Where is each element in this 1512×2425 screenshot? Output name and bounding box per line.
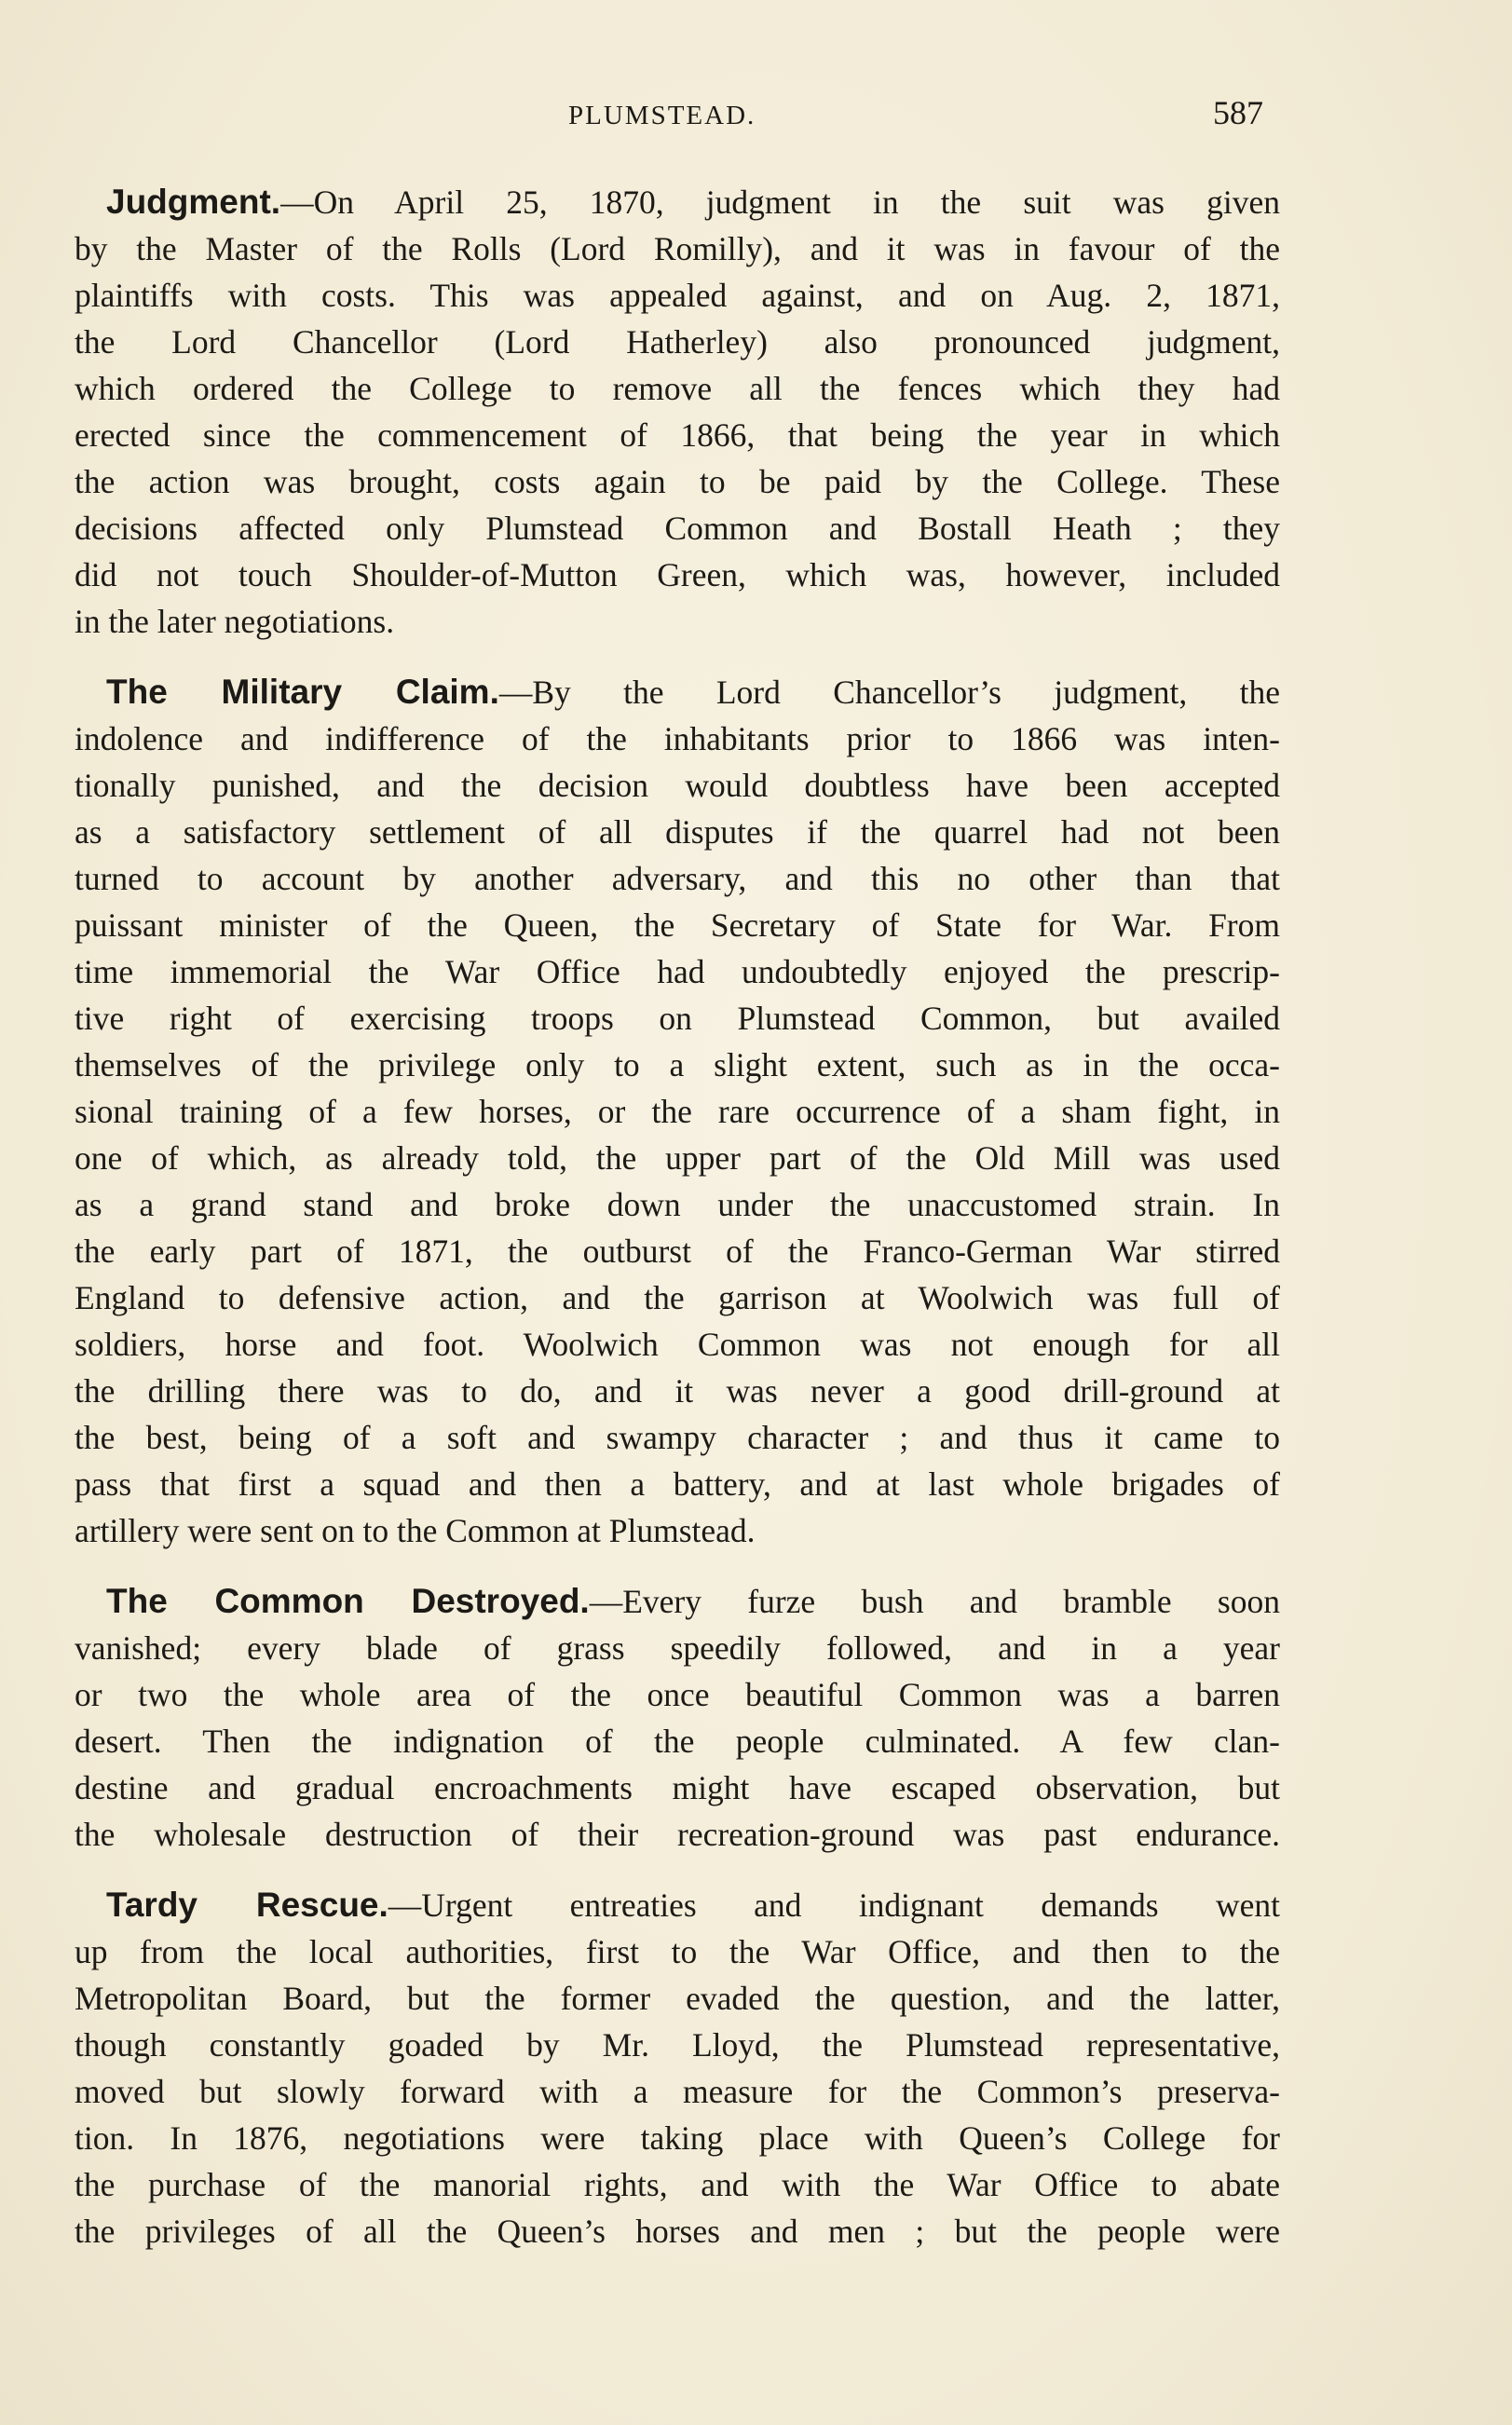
text-line: puissant minister of the Queen, the Secretary of State for War. From <box>75 906 1280 944</box>
running-title: PLUMSTEAD. <box>568 101 756 130</box>
text-line: the action was brought, costs again to be paid by the College. These <box>75 463 1280 500</box>
text-line: time immemorial the War Office had undoubtedly enjoyed the prescrip- <box>75 953 1280 990</box>
text-line: vanished; every blade of grass speedily followed, and in a year <box>75 1629 1280 1667</box>
text-line: The Common Destroyed.—Every furze bush and bramble soon <box>75 1578 1280 1625</box>
text-line: soldiers, horse and foot. Woolwich Common was not enough for all <box>75 1326 1280 1363</box>
text-line: themselves of the privilege only to a slight extent, such as in the occa- <box>75 1046 1280 1083</box>
paragraph-judgment <box>75 179 1280 645</box>
text-line: the best, being of a soft and swampy character ; and thus it came to <box>75 1419 1280 1456</box>
text-line: plaintiffs with costs. This was appealed against, and on Aug. 2, 1871, <box>75 277 1280 314</box>
paragraph-common-destroyed <box>75 1578 1280 1858</box>
body-text <box>75 179 1280 2279</box>
text-line: sional training of a few horses, or the rare occurrence of a sham fight, in <box>75 1093 1280 1130</box>
text-line: which ordered the College to remove all the fences which they had <box>75 370 1280 407</box>
text-line: tive right of exercising troops on Plumstead Common, but availed <box>75 1000 1280 1037</box>
text-line: the early part of 1871, the outburst of the Franco-German War stirred <box>75 1233 1280 1270</box>
running-head <box>0 93 1512 140</box>
paragraph-tardy-rescue <box>75 1882 1280 2255</box>
text-line: artillery were sent on to the Common at Plumstead. <box>75 1512 756 1549</box>
text-line: decisions affected only Plumstead Common and Bostall Heath ; they <box>75 510 1280 547</box>
text-line: one of which, as already told, the upper part of the Old Mill was used <box>75 1139 1280 1177</box>
text-line: Judgment.—On April 25, 1870, judgment in the suit was given <box>75 179 1280 225</box>
text-line: the wholesale destruction of their recreation-ground was past endurance. <box>75 1816 1280 1853</box>
text-line: turned to account by another adversary, and this no other than that <box>75 860 1280 897</box>
text-line: erected since the commencement of 1866, that being the year in which <box>75 416 1280 454</box>
text-line: the privileges of all the Queen’s horses and men ; but the people were <box>75 2213 1280 2250</box>
section-heading: Judgment. <box>106 183 281 221</box>
page-number: 587 <box>1213 94 1263 131</box>
text-line: tionally punished, and the decision would doubtless have been accepted <box>75 767 1280 804</box>
text-line: the purchase of the manorial rights, and with the War Office to abate <box>75 2166 1280 2203</box>
text-line: the Lord Chancellor (Lord Hatherley) also pronounced judgment, <box>75 323 1280 361</box>
text-line: indolence and indifference of the inhabitants prior to 1866 was inten- <box>75 720 1280 757</box>
text-line: did not touch Shoulder-of-Mutton Green, which was, however, included <box>75 556 1280 593</box>
text-line: moved but slowly forward with a measure for the Common’s preserva- <box>75 2073 1280 2110</box>
section-heading: Tardy Rescue. <box>106 1886 388 1924</box>
text-line: destine and gradual encroachments might have escaped observation, but <box>75 1769 1280 1806</box>
text-line: or two the whole area of the once beautiful Common was a barren <box>75 1676 1280 1713</box>
text-line: up from the local authorities, first to the War Office, and then to the <box>75 1933 1280 1970</box>
text-line: as a grand stand and broke down under the unaccustomed strain. In <box>75 1186 1280 1223</box>
text-line: Tardy Rescue.—Urgent entreaties and indignant demands went <box>75 1882 1280 1928</box>
text-line: Metropolitan Board, but the former evaded the question, and the latter, <box>75 1980 1280 2017</box>
section-heading: The Military Claim. <box>106 673 499 711</box>
paragraph-military-claim <box>75 669 1280 1554</box>
text-line: though constantly goaded by Mr. Lloyd, the Plumstead representative, <box>75 2026 1280 2064</box>
text-line: England to defensive action, and the garrison at Woolwich was full of <box>75 1279 1280 1316</box>
text-line: tion. In 1876, negotiations were taking place with Queen’s College for <box>75 2119 1280 2157</box>
text-line: desert. Then the indignation of the people culminated. A few clan- <box>75 1723 1280 1760</box>
text-line: the drilling there was to do, and it was never a good drill-ground at <box>75 1372 1280 1410</box>
text-line: pass that first a squad and then a battery, and at last whole brigades of <box>75 1465 1280 1503</box>
text-line: in the later negotiations. <box>75 603 395 640</box>
text-line: as a satisfactory settlement of all disputes if the quarrel had not been <box>75 813 1280 851</box>
section-heading: The Common Destroyed. <box>106 1582 590 1620</box>
text-line: The Military Claim.—By the Lord Chancellor’s judgment, the <box>75 669 1280 715</box>
text-line: by the Master of the Rolls (Lord Romilly), and it was in favour of the <box>75 230 1280 267</box>
